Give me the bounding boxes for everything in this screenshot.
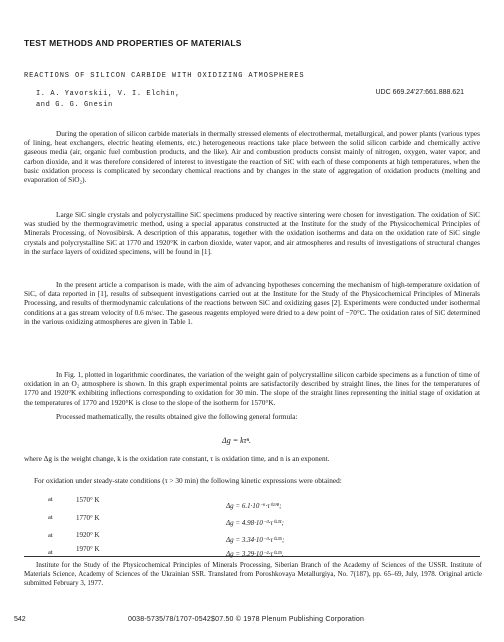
paragraph-6-text: where Δg is the weight change, k is the oxidation rate constant, τ is oxidation time, and n is an exponent.: [24, 454, 330, 463]
kinetic-temp-4: 1970° K: [76, 545, 100, 553]
paragraph-5-text: Processed mathematically, the results obtained give the following general formula:: [56, 412, 298, 421]
paragraph-2: [24, 210, 480, 256]
kinetic-eq-4: Δg = 3.29·10⁻²·τ⁰·²⁵.: [226, 550, 284, 558]
page-number: 542: [14, 616, 26, 623]
paragraph-7: [24, 476, 480, 485]
footnote-divider: [24, 556, 480, 557]
paragraph-4-text: In Fig. 1, plotted in logarithmic coordinates, the variation of the weight gain of polycrystalline silicon carbide specimens as a function of time of oxidation in an O₂ atmosphere is shown. In this graph experimental points are satisfactorily described by straight lines, the lines for the temperatures of 1770 and 1920°K exhibiting inflections corresponding to oxidation for 30 min. The slope of the straight lines representing the initial stage of oxidation at the temperatures of 1770 and 1920°K is close to the slope of the isotherm for 1570°K.: [24, 370, 480, 407]
kinetic-temp-1: 1570° K: [76, 496, 100, 504]
kinetic-temp-2: 1770° K: [76, 514, 100, 522]
paragraph-1-text: During the operation of silicon carbide materials in thermally stressed elements of electrothermal, metallurgical, and power plants (various types of lining, heat exchangers, electric heating elements, etc.) heterogeneous reactions take place between the solid silicon carbide and chemically active gaseous media (air, organic fuel combustion products, and the like). Air and combustion products consist mainly of nitrogen, oxygen, water vapor, and carbon dioxide, and it was therefore considered of interest to investigate the reaction of SiC with each of these components at high temperatures, when the basic oxidation process is complicated by secondary chemical reactions and by changes in the state of aggregation of oxidation products (melting and evaporation of SiO₂).: [24, 129, 480, 185]
article-title: REACTIONS OF SILICON CARBIDE WITH OXIDIZING ATMOSPHERES: [24, 72, 305, 80]
kinetic-at-4: at: [48, 549, 53, 556]
paragraph-3-text: In the present article a comparison is made, with the aim of advancing hypotheses concerning the mechanism of high-temperature oxidation of SiC, of data reported in [1], results of subsequent investigations carried out at the Institute for the Study of the Physicochemical Principles of Minerals Processing, and results of thermodynamic calculations of the reactions between SiC and oxidizing gases [2]. Experiments were conducted under isothermal conditions at a gas stream velocity of 0.6 m/sec. The gaseous reagents employed were dried to a dew point of −70°C. The oxidation rates of SiC determined in the various oxidizing atmospheres are given in Table 1.: [24, 280, 480, 326]
paragraph-3: [24, 280, 480, 326]
kinetic-temp-3: 1920° K: [76, 531, 100, 539]
authors-line-2: and G. G. Gnesin: [36, 101, 113, 109]
section-heading: TEST METHODS AND PROPERTIES OF MATERIALS: [24, 38, 242, 48]
kinetic-at-2: at: [48, 514, 53, 521]
paragraph-4: [24, 370, 480, 407]
authors-line-1: I. A. Yavorskii, V. I. Elchin,: [36, 90, 181, 98]
kinetic-at-3: at: [48, 532, 53, 539]
paragraph-6: [24, 454, 480, 463]
kinetic-eq-2: Δg = 4.98·10⁻³·τ⁰·³¹;: [226, 519, 284, 527]
kinetic-eq-3: Δg = 3.34·10⁻³·τ⁰·³⁵;: [226, 536, 285, 544]
footnote-text: Institute for the Study of the Physicochemical Principles of Minerals Processing, Siberian Branch of the Academy of Sciences of the USSR. Institute of Materials Science, Academy of Sciences of the Ukrainian SSR. Translated from Poroshkovaya Metallurgiya, No. 7(187), pp. 65–69, July, 1978. Original article submitted February 3, 1977.: [24, 561, 482, 588]
footnote: [24, 561, 482, 589]
paragraph-5: [24, 412, 480, 421]
publication-line: 0038-5735/78/1707-0542$07.50 © 1978 Plenum Publishing Corporation: [128, 616, 365, 623]
paragraph-1: [24, 129, 480, 184]
general-formula: Δg = kτⁿ.: [222, 436, 252, 445]
paragraph-2-text: Large SiC single crystals and polycrystalline SiC specimens produced by reactive sintering were chosen for investigation. The oxidation of SiC was studied by the thermogravimetric method, using a special apparatus constructed at the Institute for the study of the Physicochemical Principles of Minerals Processing, of Novosibirsk. A description of this apparatus, together with the oxidation isotherms and data on the oxidation rate of SiC single crystals and polycrystalline SiC at 1770 and 1920°K in carbon dioxide, water vapor, and air atmospheres and results of investigations of structural changes in the surface layers of oxidized specimens, will be found in [1].: [24, 210, 480, 256]
kinetic-at-1: at: [48, 496, 53, 503]
kinetic-eq-1: Δg = 6.1·10⁻⁶·τ⁰·⁹⁸;: [226, 502, 282, 510]
paragraph-7-text: For oxidation under steady-state conditions (τ > 30 min) the following kinetic expressions were obtained:: [34, 476, 342, 485]
udc-code: UDC 669.24'27:661.888.621: [375, 89, 464, 96]
authors: [36, 89, 186, 111]
